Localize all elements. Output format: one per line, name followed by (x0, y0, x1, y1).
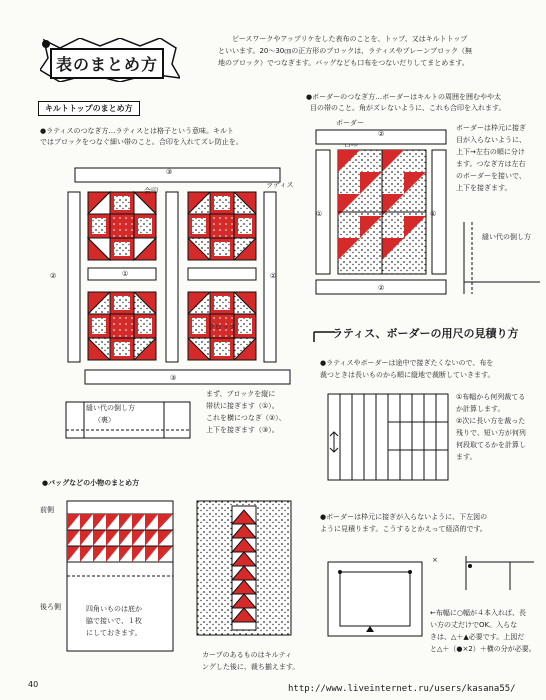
page-number: 40 (28, 680, 39, 689)
bag-note-4: カーブのあるものはキルティ (202, 651, 293, 659)
steps-1: まず、ブロックを縦に (206, 390, 276, 398)
hst-grid (67, 514, 173, 562)
border-num1-left: ① (316, 210, 323, 218)
label-lattice: ラティス (266, 181, 294, 189)
estimate-n2: か計算します。 (456, 405, 505, 413)
estimate-times: × (432, 556, 438, 564)
title-badge (40, 38, 180, 82)
border-note-4: ます。つなぎ方は左右 (456, 160, 526, 168)
bag-note-3: にしておきます。 (86, 629, 142, 637)
steps-4: 上下を接ぎます（③）。 (206, 426, 279, 434)
border-note-6: 上下を接ぎます。 (456, 184, 512, 192)
estimate-n3: ②次に長い方を裁った (456, 417, 526, 425)
label-num3-bottom: ③ (170, 374, 177, 382)
label-num2-right: ② (270, 272, 277, 280)
steps-2: 帯状に接ぎます（①）。 (206, 402, 279, 410)
label-num1: ① (122, 270, 129, 278)
border-heading-2: 目の帯のこと。角がズレないように、これも合印を入れます。 (310, 104, 506, 112)
border-num2-bottom: ② (378, 284, 385, 292)
estimate-n4: 残りで、短い方が何列 (456, 429, 526, 437)
estimate-n5: 何段取てるかを計算し (456, 441, 526, 449)
estimate-f1: ←布幅に○幅が４本入れば、長 (430, 609, 526, 617)
estimate-f4: と△＋（●×2）＋横の分が必要。 (430, 645, 536, 653)
steps-3: これを横につなぎ（②）、 (206, 414, 286, 422)
bag-heading: ●バッグなどの小物のまとめ方 (42, 479, 140, 487)
estimate-p2: 裁つときは長いものから順に縦地で裁断していきます。 (320, 371, 495, 379)
label-num3-top: ③ (166, 168, 173, 176)
estimate-p1: ●ラティスやボーダーは途中で接ぎたくないので、布を (320, 359, 494, 367)
label-block: ブロック (208, 323, 236, 331)
border-label: ボーダー (336, 119, 364, 127)
estimate-f3: きは、△＋▲必要です。上図だ (430, 633, 525, 641)
estimate-n6: ます。 (456, 453, 477, 461)
bag-back-label: 後ろ側 (40, 603, 61, 611)
border-heading: ●ボーダーのつなぎ方…ボーダーはキルトの周囲を囲むやや太 (306, 93, 502, 101)
bag-curved-diagram (196, 500, 292, 650)
estimate-strip-diagram (326, 392, 452, 482)
estimate-corner-diagram (446, 552, 536, 592)
lattice-desc-2: ではブロックをつなぐ細い帯のこと。合印を入れてズレ防止を。 (40, 138, 243, 146)
border-note-2: 目が入らないように、 (456, 136, 526, 144)
border-note-5: のボーダーを接いで、 (456, 172, 526, 180)
bag-note-5: ングした後に、裁ち揃えます。 (202, 663, 300, 671)
kilt-heading: キルトトップのまとめ方 (38, 101, 140, 116)
estimate-heading: ラティス、ボーダーの用尺の見積り方 (332, 327, 519, 340)
estimate-border-diagram (326, 552, 426, 638)
bag-front-label: 前側 (40, 506, 54, 514)
label-aijirushi: 合印 (144, 187, 158, 195)
seam-sub: （裏） (94, 416, 115, 424)
border-num2-top: ② (378, 130, 385, 138)
seam-label: 縫い代の倒し方 (86, 404, 135, 412)
border-note-3: 上下→左右の順に分け (456, 148, 525, 156)
border-num1-right: ① (430, 210, 437, 218)
bag-note-2: 脇で接いで、１枚 (86, 617, 142, 625)
estimate-p4: ように見積ります。こうするとかえって経済的です。 (320, 525, 487, 533)
border-seam-label: 縫い代の倒し方 (482, 233, 531, 241)
border-seam-detail (462, 218, 542, 298)
source-url[interactable]: http://www.liveinternet.ru/users/kasana55/ (288, 684, 516, 694)
intro-line2: といいます。20～30㎝の正方形のブロックは、ラティスやプレーンブロック（無 (218, 47, 472, 55)
lattice-diagram (60, 160, 300, 392)
border-note-1: ボーダーは枠元に接ぎ (456, 124, 526, 132)
estimate-n1: ①布幅から何列裁てる (456, 393, 526, 401)
estimate-f2: い方の丈だけでOK。入らな (430, 621, 518, 629)
estimate-p3: ●ボーダーは枠元に接ぎが入らないように、下左図の (320, 513, 488, 521)
intro-line3: 地のブロック）でつなぎます。バッグなども口布をつないだりしてまとめます。 (218, 59, 469, 67)
title-dot-icon (42, 40, 50, 48)
bag-note-1: 四角いものは底か (86, 605, 142, 613)
lattice-desc-1: ●ラティスのつなぎ方…ラティスとは格子という意味。キルト (40, 127, 234, 135)
label-num2-left: ② (50, 272, 57, 280)
intro-line1: ピースワークやアップリケをした表布のことを、トップ、又はキルトトップ (232, 35, 468, 43)
page-title: 表のまとめ方 (50, 48, 164, 79)
